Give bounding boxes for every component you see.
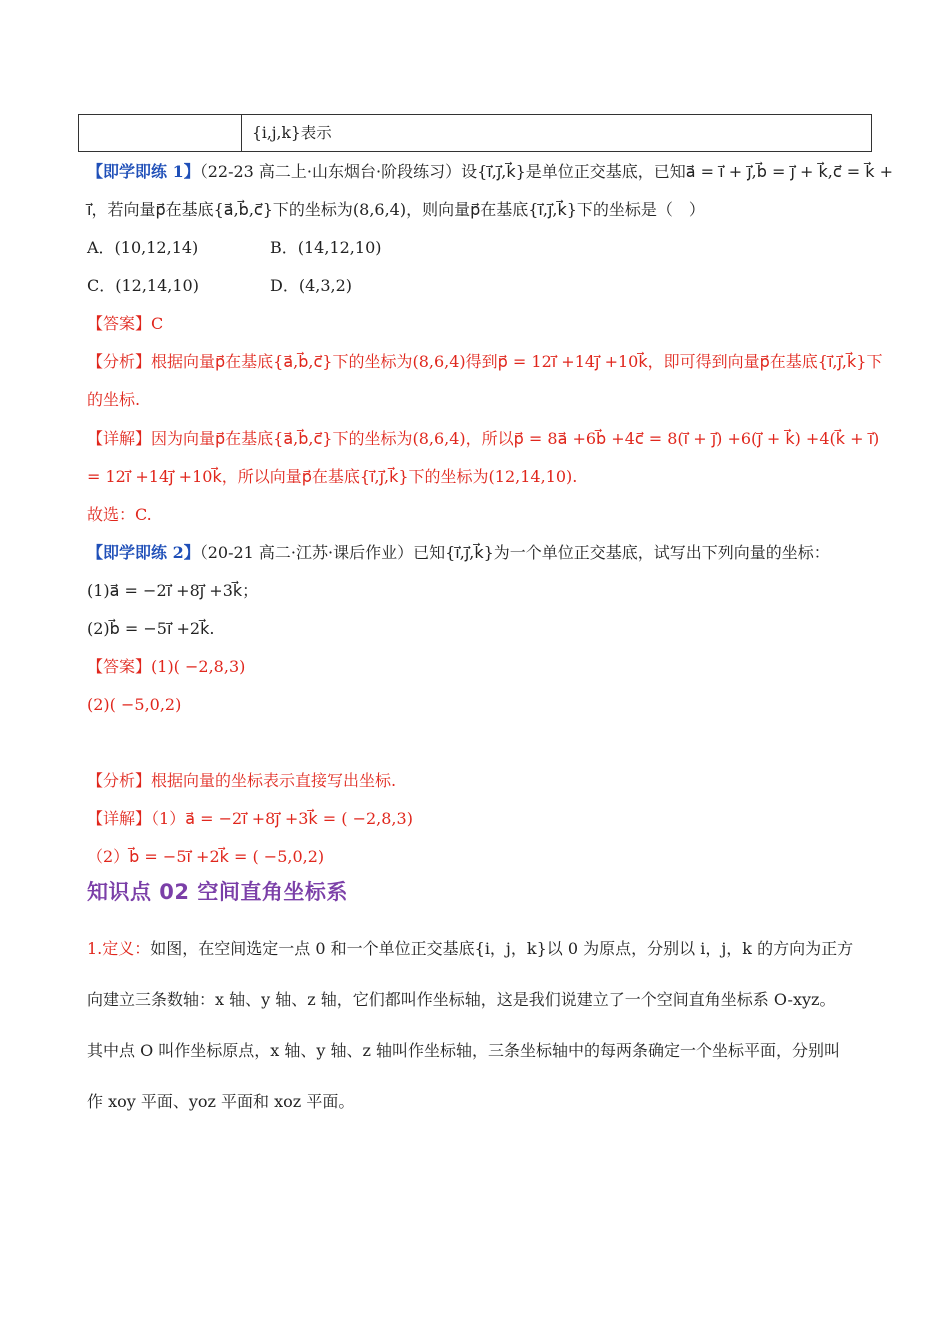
ex1-analysis-text-1: 根据向量p⃗在基底{a⃗,b⃗,c⃗}下的坐标为(8,6,4)得到p⃗ = 12i⃗ +14j⃗ +10k⃗，即可得到向量p⃗在基底{i⃗,j⃗,k⃗}下 — [151, 352, 883, 371]
definition-text-3: 其中点 O 叫作坐标原点，x 轴、y 轴、z 轴叫作坐标轴，三条坐标轴中的每两条确定一个坐标平面，分别叫 — [87, 1041, 841, 1060]
ex2-analysis — [87, 769, 396, 793]
definition-line-1 — [87, 936, 853, 959]
definition-label: 1.定义： — [87, 939, 151, 958]
ex1-option-d: D．(4,3,2) — [270, 276, 353, 295]
ex2-analysis-label: 【分析】 — [87, 771, 152, 790]
ex1-label: 【即学即练 1】 — [87, 162, 200, 181]
ex1-analysis — [87, 350, 882, 374]
ex1-option-c: C．(12,14,10) — [87, 276, 199, 295]
section-title: 知识点 02 空间直角坐标系 — [87, 880, 348, 904]
ex1-answer-label: 【答案】 — [87, 314, 152, 333]
ex1-analysis-label: 【分析】 — [87, 352, 152, 371]
definition-text-2: 向建立三条数轴：x 轴、y 轴、z 轴，它们都叫作坐标轴，这是我们说建立了一个空间直角坐标系 O-xyz。 — [87, 990, 836, 1009]
ex1-stem-2: i⃗，若向量p⃗在基底{a⃗,b⃗,c⃗}下的坐标为(8,6,4)，则向量p⃗在基底{i⃗,j⃗,k⃗}下的坐标是（ ） — [87, 200, 705, 219]
ex2-question-2: (2)b⃗ = −5i⃗ +2k⃗. — [87, 619, 215, 638]
ex1-detail-text-1: 因为向量p⃗在基底{a⃗,b⃗,c⃗}下的坐标为(8,6,4)，所以p⃗ = 8a⃗ +6b⃗ +4c⃗ = 8(i⃗ + j⃗) +6(j⃗ + k⃗) +4(k⃗ + i⃗) — [151, 429, 880, 448]
ex1-option-b: B．(14,12,10) — [270, 238, 382, 257]
ex1-answer-value: C — [151, 314, 164, 333]
ex2-detail-label: 【详解】 — [87, 809, 152, 828]
ex2-answer-2: (2)( −5,0,2) — [87, 695, 182, 714]
ex2-label: 【即学即练 2】 — [87, 543, 200, 562]
ex1-conclusion: 故选：C. — [87, 505, 152, 524]
ex1-stem-1: （22-23 高二上·山东烟台·阶段练习）设{i⃗,j⃗,k⃗}是单位正交基底，已知a⃗ = i⃗ + j⃗,b⃗ = j⃗ + k⃗,c⃗ = k⃗ + — [199, 162, 893, 181]
ex1-detail — [87, 427, 879, 451]
ex1-analysis-text-2: 的坐标. — [87, 390, 141, 409]
ex2-detail — [87, 807, 413, 831]
ex2-answer-1: (1)( −2,8,3) — [151, 657, 246, 676]
ex2-question-1: (1)a⃗ = −2i⃗ +8j⃗ +3k⃗； — [87, 581, 259, 600]
ex2-answer-label: 【答案】 — [87, 657, 152, 676]
ex2-line1 — [87, 541, 830, 565]
header-table — [78, 114, 872, 152]
ex2-stem: （20-21 高二·江苏·课后作业）已知{i⃗,j⃗,k⃗}为一个单位正交基底，试写出下列向量的坐标： — [199, 543, 830, 562]
ex2-detail-text-2: （2）b⃗ = −5i⃗ +2k⃗ = ( −5,0,2) — [87, 847, 325, 866]
ex2-detail-text-1: （1）a⃗ = −2i⃗ +8j⃗ +3k⃗ = ( −2,8,3) — [151, 809, 413, 828]
definition-text-4: 作 xoy 平面、yoz 平面和 xoz 平面。 — [87, 1092, 355, 1111]
table-cell-basis: {i,j,k}表示 — [252, 124, 332, 142]
ex1-option-a: A．(10,12,14) — [87, 238, 199, 257]
table-cell-empty — [79, 115, 242, 151]
ex2-answer — [87, 655, 245, 679]
definition-text-1: 如图，在空间选定一点 0 和一个单位正交基底{i，j，k}以 0 为原点，分别以 i，j，k 的方向为正方 — [150, 939, 854, 958]
ex1-detail-label: 【详解】 — [87, 429, 152, 448]
ex2-analysis-text: 根据向量的坐标表示直接写出坐标. — [151, 771, 397, 790]
ex1-detail-text-2: = 12i⃗ +14j⃗ +10k⃗，所以向量p⃗在基底{i⃗,j⃗,k⃗}下的坐标为(12,14,10). — [87, 467, 578, 486]
ex1-answer — [87, 312, 163, 336]
ex1-line1 — [87, 160, 893, 184]
